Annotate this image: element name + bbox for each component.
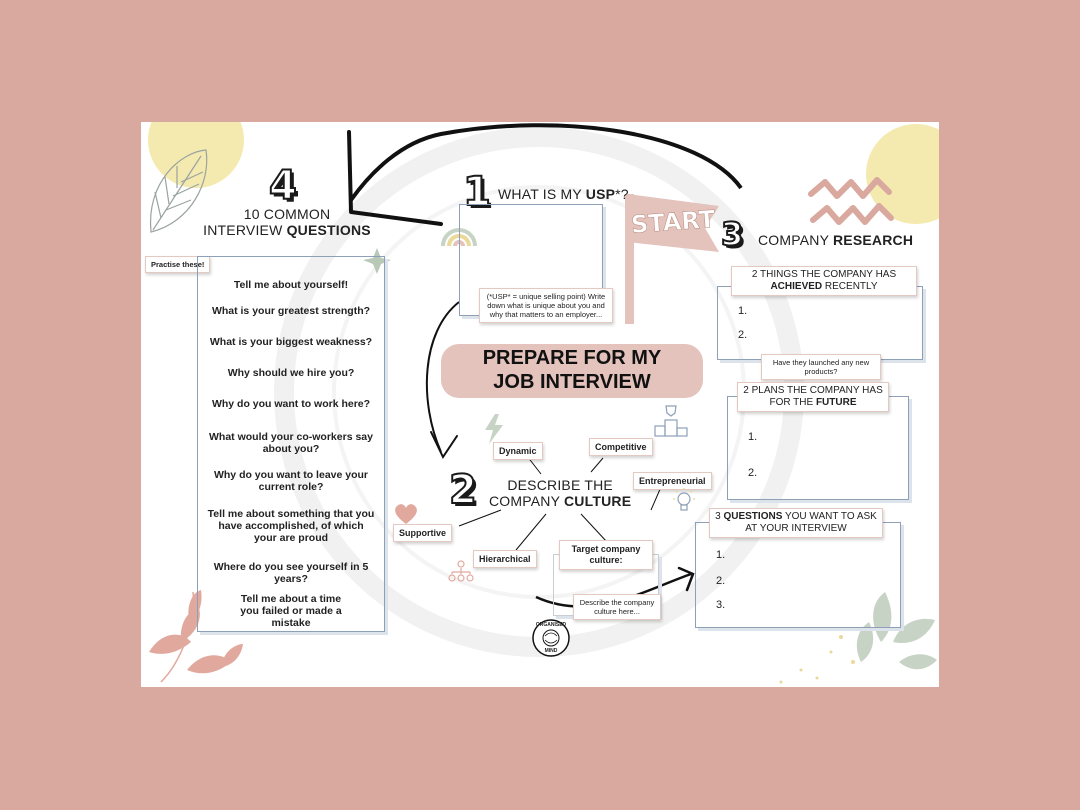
- lightbulb-icon: [669, 486, 699, 516]
- page-title: [441, 344, 703, 398]
- describe-culture-note: Describe the company culture here...: [573, 594, 661, 620]
- section-4-number: 4: [269, 163, 297, 209]
- achieved-item-2: 2.: [738, 329, 748, 341]
- question-1: Tell me about yourself!: [233, 279, 349, 291]
- question-4: Why should we hire you?: [227, 367, 355, 379]
- ask-item-1: 1.: [716, 549, 726, 561]
- question-2: What is your greatest strength?: [211, 305, 371, 317]
- section-2-heading: DESCRIBE THE COMPANY CULTURE: [489, 477, 632, 509]
- worksheet: [141, 122, 939, 687]
- page-title-line-2: JOB INTERVIEW: [493, 371, 651, 393]
- section-2-number: 2: [449, 467, 477, 513]
- heart-icon: [393, 502, 419, 526]
- start-flag-label: START: [630, 205, 717, 239]
- interview-questions-list[interactable]: [197, 256, 385, 632]
- culture-label-entrepreneurial: Entrepreneurial: [633, 472, 712, 490]
- question-5: Why do you want to work here?: [211, 398, 371, 410]
- section-4-heading: 10 COMMON INTERVIEW QUESTIONS: [203, 206, 371, 238]
- culture-label-dynamic: Dynamic: [493, 442, 543, 460]
- achieved-item-1: 1.: [738, 305, 748, 317]
- question-3: What is your biggest weakness?: [209, 336, 373, 348]
- section-1-number: 1: [463, 169, 491, 215]
- section-1-heading: WHAT IS MY USP*?: [498, 186, 629, 202]
- question-7: Why do you want to leave your current role?: [213, 469, 369, 493]
- section-3-number: 3: [721, 215, 744, 253]
- culture-label-hierarchical: Hierarchical: [473, 550, 537, 568]
- achieved-box[interactable]: [717, 286, 923, 360]
- culture-label-supportive: Supportive: [393, 524, 452, 542]
- question-10: Tell me about a time you failed or made a mistake: [240, 593, 342, 629]
- section-3-heading: COMPANY RESEARCH: [758, 232, 914, 248]
- hierarchy-people-icon: [447, 560, 475, 586]
- logo-text-top: ORGANISED: [535, 622, 567, 628]
- achieved-heading: 2 THINGS THE COMPANY HAS ACHIEVED RECENTLY: [731, 266, 917, 296]
- lightning-icon: [483, 414, 505, 444]
- question-6: What would your co-workers say about you?: [209, 431, 373, 455]
- question-9: Where do you see yourself in 5 years?: [213, 561, 369, 585]
- plans-item-2: 2.: [748, 467, 758, 479]
- practise-label: Practise these!: [145, 256, 210, 273]
- question-8: Tell me about something that you have accomplished, of which your are proud: [207, 508, 375, 544]
- trophy-podium-icon: [653, 404, 689, 438]
- plans-heading: 2 PLANS THE COMPANY HAS FOR THE FUTURE: [737, 382, 889, 412]
- culture-label-competitive: Competitive: [589, 438, 653, 456]
- usp-note: (*USP* = unique selling point) Write down what is unique about you and why that matters to an employer...: [479, 288, 613, 323]
- plans-item-1: 1.: [748, 431, 758, 443]
- ask-item-3: 3.: [716, 599, 726, 611]
- ask-item-2: 2.: [716, 575, 726, 587]
- page-title-line-1: PREPARE FOR MY: [482, 347, 662, 369]
- achieved-note: Have they launched any new products?: [761, 354, 881, 380]
- logo-text-bottom: MIND: [544, 648, 558, 654]
- culture-label-target: Target company culture:: [559, 540, 653, 570]
- questions-to-ask-heading: 3 QUESTIONS YOU WANT TO ASK AT YOUR INTERVIEW: [709, 508, 883, 538]
